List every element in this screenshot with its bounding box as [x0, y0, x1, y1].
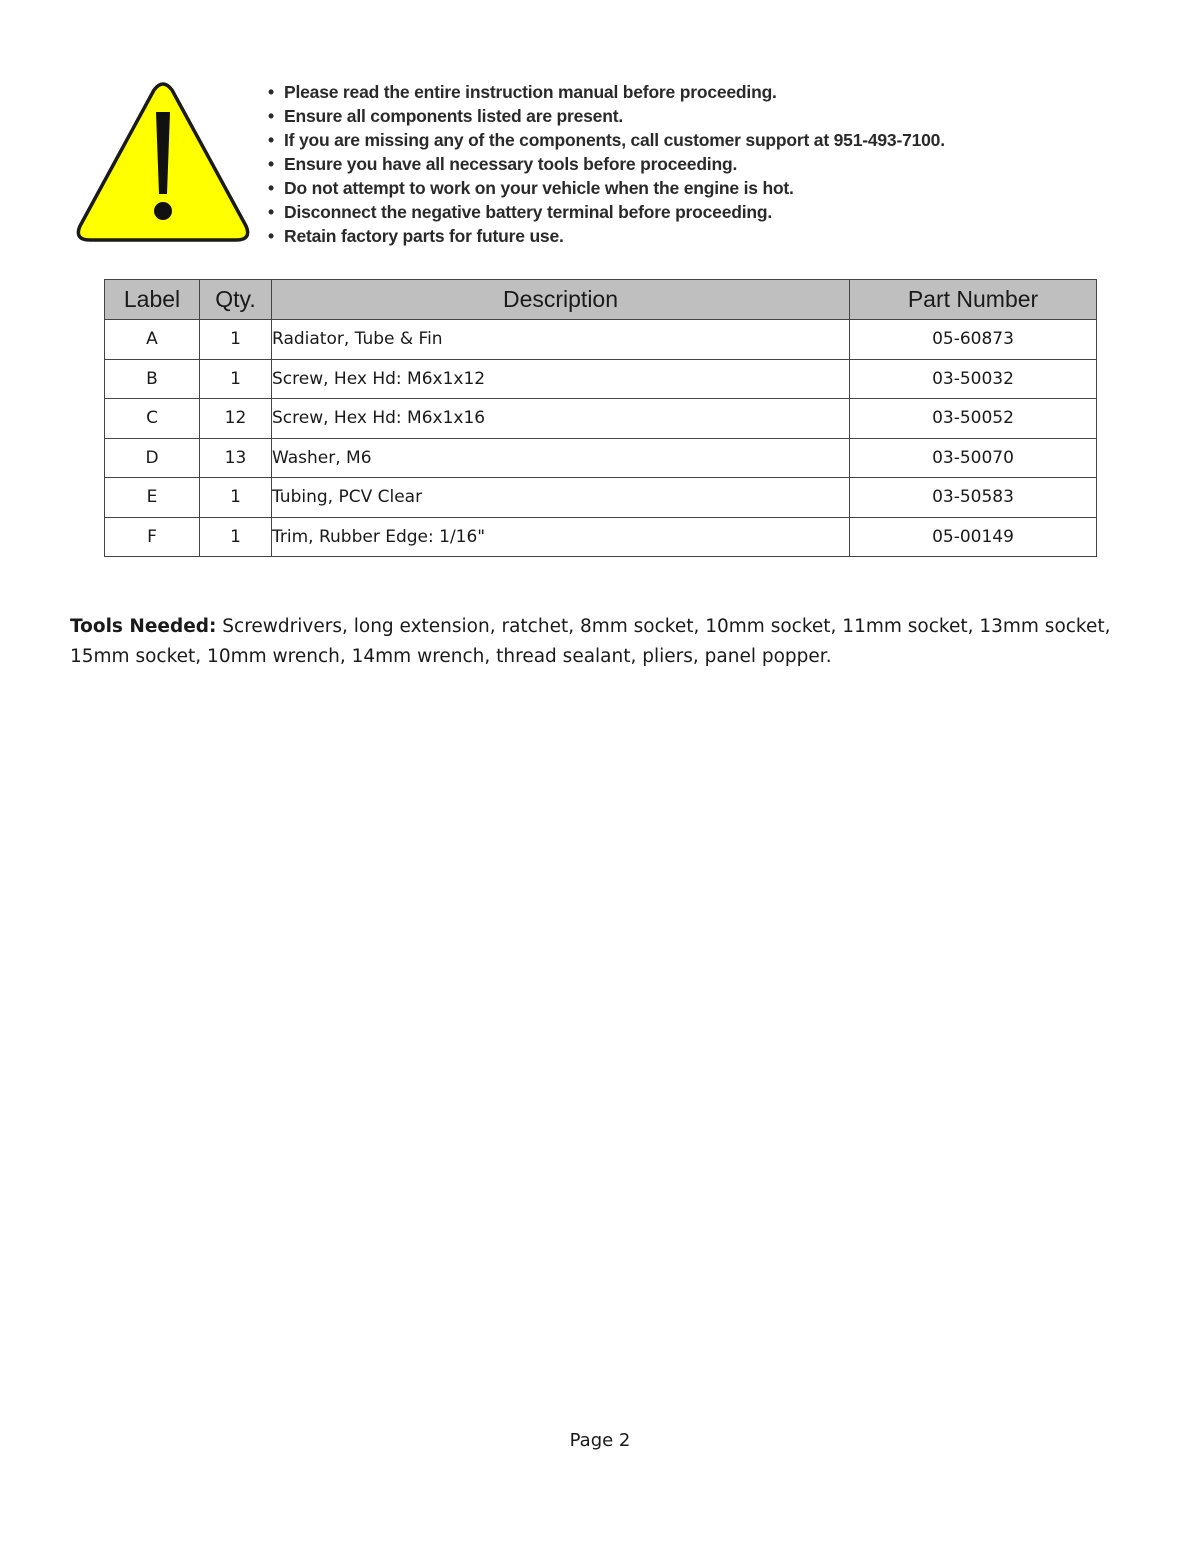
cell-label: F — [105, 517, 200, 557]
cell-qty: 1 — [200, 320, 272, 360]
header-qty: Qty. — [200, 280, 272, 320]
cell-part-number: 05-00149 — [850, 517, 1097, 557]
table-row — [105, 359, 1097, 399]
cell-part-number: 03-50052 — [850, 399, 1097, 439]
warning-item: • Ensure all components listed are present. — [268, 104, 945, 128]
cell-description: Trim, Rubber Edge: 1/16" — [272, 517, 850, 557]
warning-item: • Please read the entire instruction manual before proceeding. — [268, 80, 945, 104]
cell-description: Screw, Hex Hd: M6x1x12 — [272, 359, 850, 399]
parts-table — [104, 279, 1097, 557]
cell-part-number: 03-50583 — [850, 478, 1097, 518]
warning-list — [268, 80, 945, 248]
warning-triangle-icon — [76, 80, 250, 242]
page-number: Page 2 — [569, 1430, 631, 1451]
cell-description: Washer, M6 — [272, 438, 850, 478]
cell-description: Tubing, PCV Clear — [272, 478, 850, 518]
cell-qty: 1 — [200, 478, 272, 518]
cell-label: E — [105, 478, 200, 518]
header-part-number: Part Number — [850, 280, 1097, 320]
table-header-row — [105, 280, 1097, 320]
tools-needed-paragraph — [70, 612, 1140, 672]
cell-qty: 1 — [200, 359, 272, 399]
cell-description: Screw, Hex Hd: M6x1x16 — [272, 399, 850, 439]
table-row — [105, 478, 1097, 518]
tools-needed-text: Screwdrivers, long extension, ratchet, 8mm socket, 10mm socket, 11mm socket, 13mm socket, 15mm socket, 10mm wrench, 14mm wrench, thread sealant, pliers, panel popper. — [70, 616, 1111, 667]
header-label: Label — [105, 280, 200, 320]
cell-part-number: 03-50070 — [850, 438, 1097, 478]
header-description: Description — [272, 280, 850, 320]
table-row — [105, 399, 1097, 439]
cell-qty: 1 — [200, 517, 272, 557]
cell-label: D — [105, 438, 200, 478]
warning-item: • Do not attempt to work on your vehicle when the engine is hot. — [268, 176, 945, 200]
warning-item: • If you are missing any of the components, call customer support at 951-493-7100. — [268, 128, 945, 152]
warning-item: • Ensure you have all necessary tools before proceeding. — [268, 152, 945, 176]
cell-label: B — [105, 359, 200, 399]
warning-item: • Retain factory parts for future use. — [268, 224, 945, 248]
tools-needed-label: Tools Needed: — [70, 616, 217, 637]
table-row — [105, 438, 1097, 478]
cell-qty: 12 — [200, 399, 272, 439]
table-row — [105, 320, 1097, 360]
cell-qty: 13 — [200, 438, 272, 478]
cell-part-number: 05-60873 — [850, 320, 1097, 360]
cell-description: Radiator, Tube & Fin — [272, 320, 850, 360]
warning-item: • Disconnect the negative battery terminal before proceeding. — [268, 200, 945, 224]
cell-part-number: 03-50032 — [850, 359, 1097, 399]
cell-label: A — [105, 320, 200, 360]
cell-label: C — [105, 399, 200, 439]
table-row — [105, 517, 1097, 557]
